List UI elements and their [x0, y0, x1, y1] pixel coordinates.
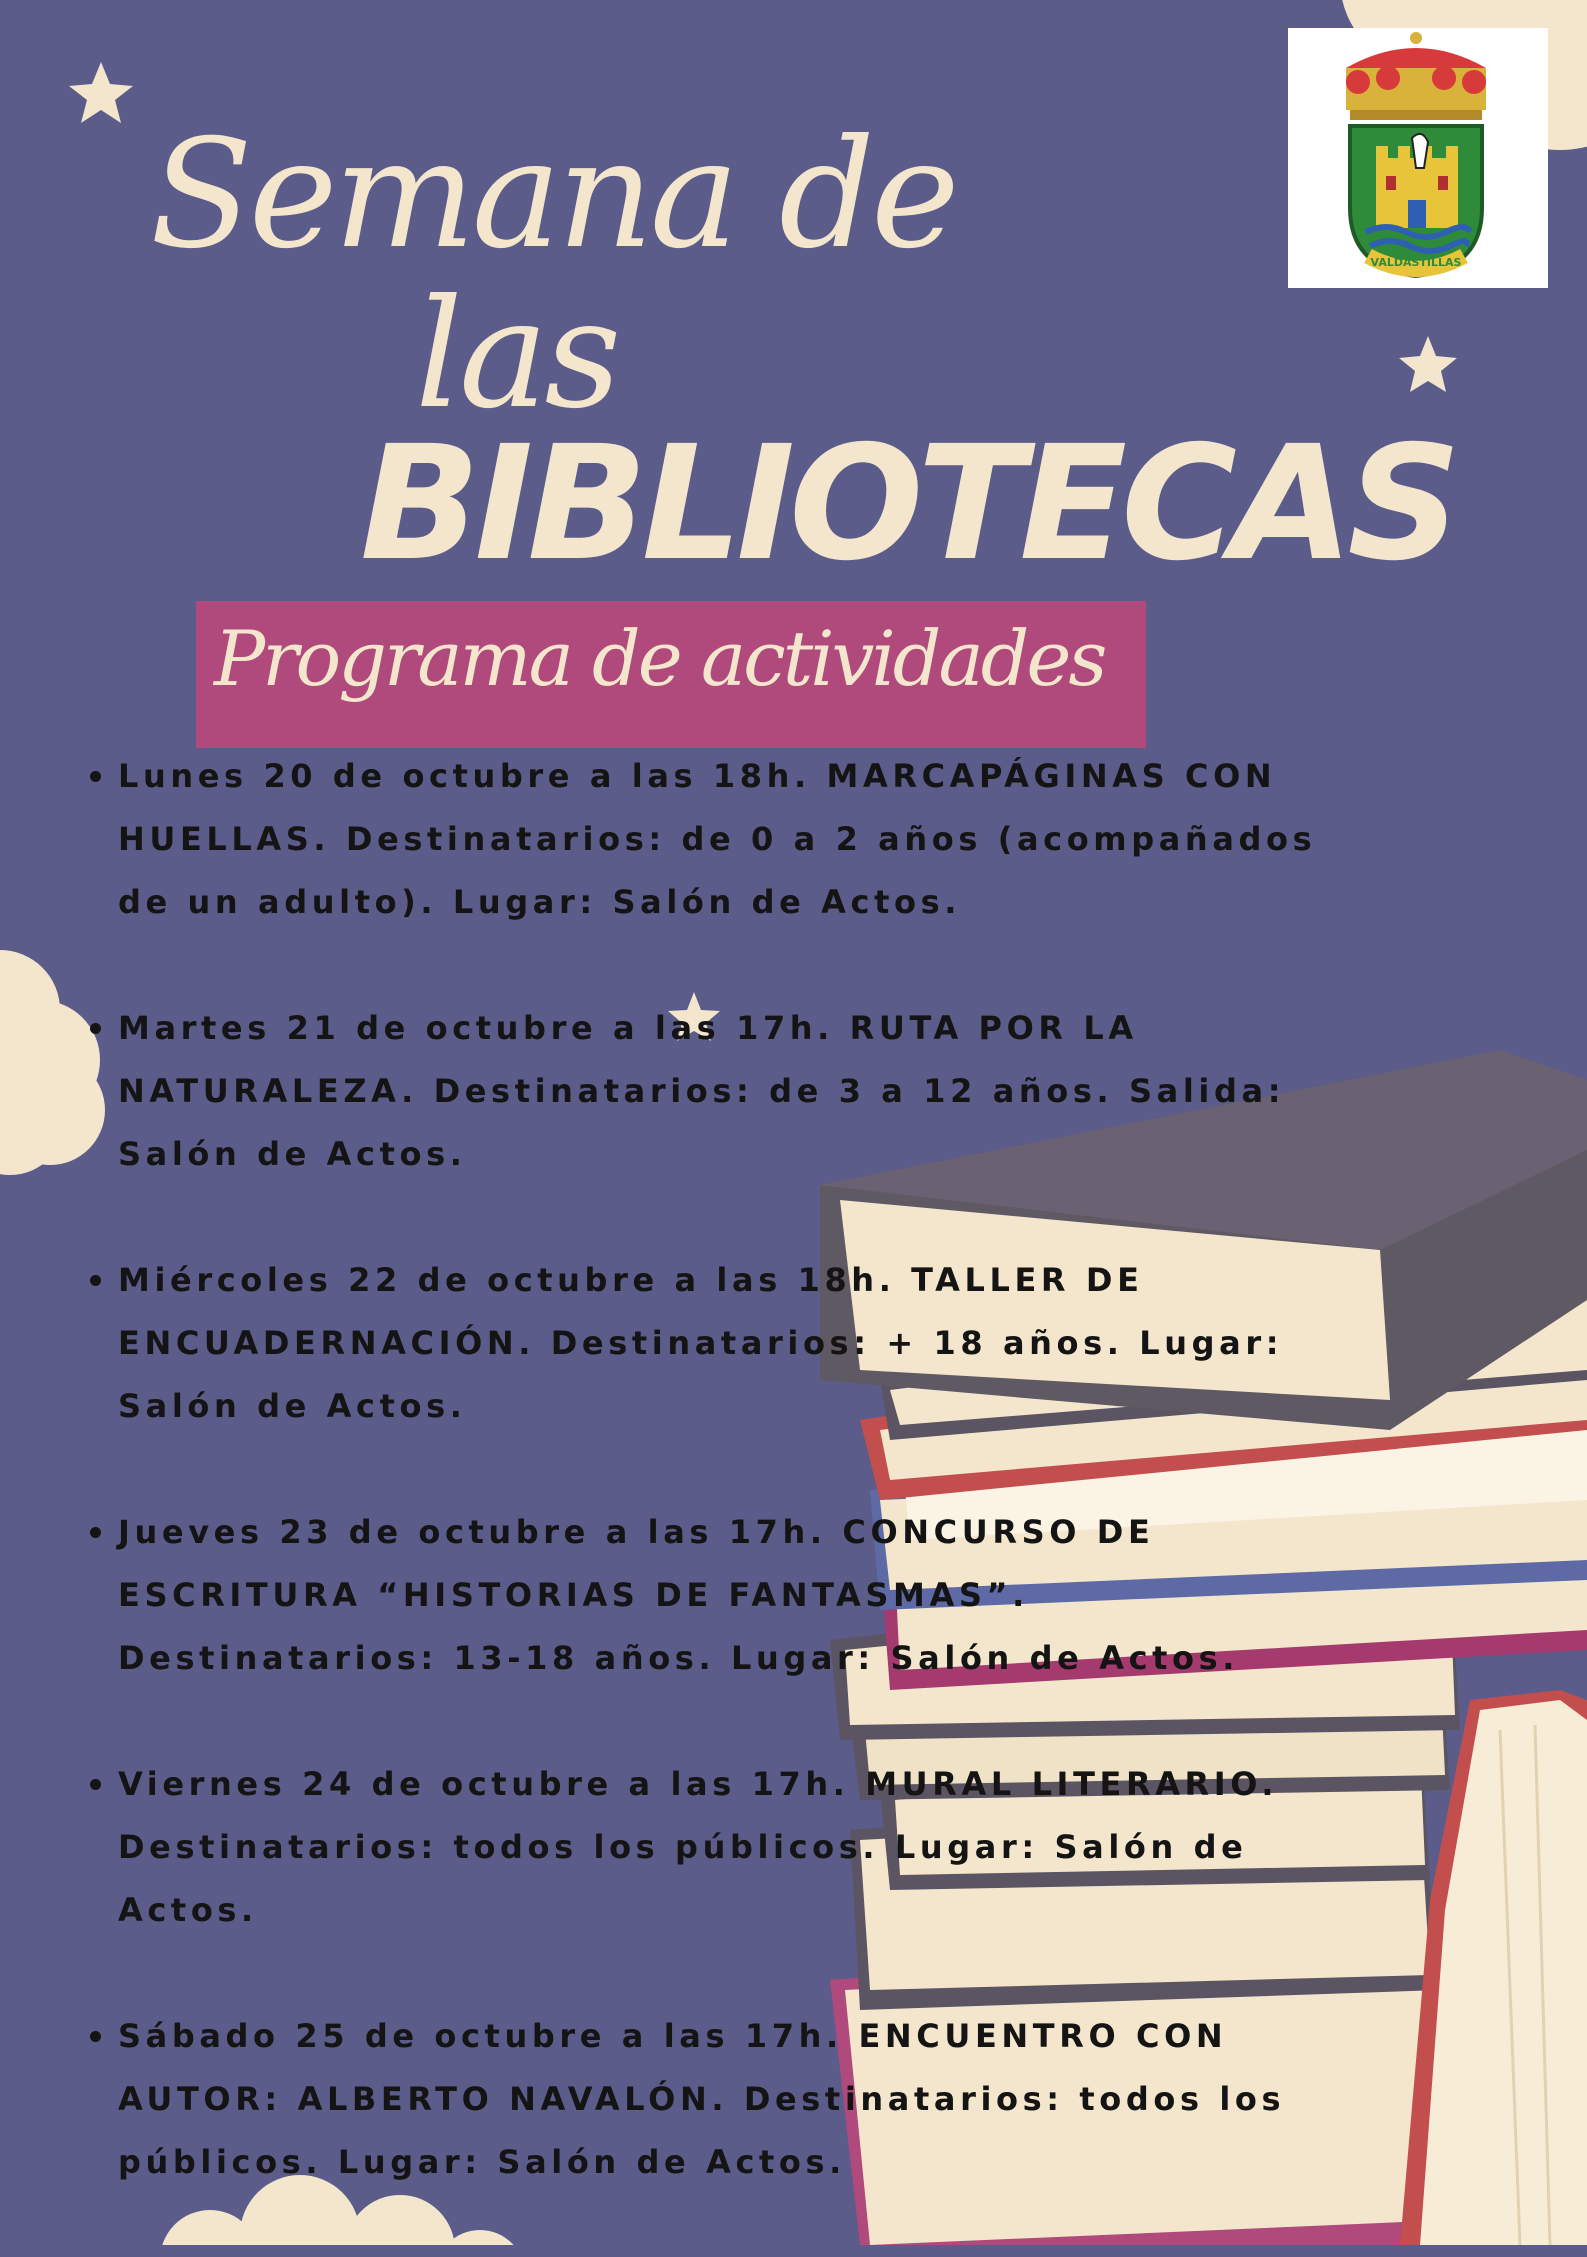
activity-wednesday [82, 1249, 1332, 1438]
logo-panel [1288, 28, 1548, 288]
bullet-icon [90, 1023, 101, 1034]
star-icon [1399, 336, 1457, 392]
activity-text: Sábado 25 de octubre a las 17h. ENCUENTRO CON AUTOR: ALBERTO NAVALÓN. Destinatarios: todos los públicos. Lugar: Salón de Actos. [118, 2017, 1286, 2181]
star-icon [69, 62, 133, 123]
logo-label: VALDASTILLAS [1370, 256, 1462, 269]
subtitle-banner [196, 601, 1146, 748]
activity-list [82, 745, 1332, 2257]
activity-text: Martes 21 de octubre a las 17h. RUTA POR LA NATURALEZA. Destinatarios: de 3 a 12 años. Salida: Salón de Actos. [118, 1009, 1286, 1173]
bullet-icon [90, 771, 101, 782]
activity-text: Jueves 23 de octubre a las 17h. CONCURSO DE ESCRITURA “HISTORIAS DE FANTASMAS”. Destinatarios: 13-18 años. Lugar: Salón de Actos. [118, 1513, 1240, 1677]
activity-text: Miércoles 22 de octubre a las 18h. TALLER DE ENCUADERNACIÓN. Destinatarios: + 18 años. Lugar: Salón de Actos. [118, 1261, 1284, 1425]
bullet-icon [90, 1527, 101, 1538]
activity-text: Lunes 20 de octubre a las 18h. MARCAPÁGINAS CON HUELLAS. Destinatarios: de 0 a 2 años (acompañados de un adulto). Lugar: Salón de Actos. [118, 757, 1317, 921]
activity-saturday [82, 2005, 1332, 2194]
bullet-icon [90, 2031, 101, 2042]
activity-tuesday [82, 997, 1332, 1186]
activity-friday [82, 1753, 1332, 1942]
title-main: BIBLIOTECAS [360, 412, 1456, 596]
activity-monday [82, 745, 1332, 934]
bullet-icon [90, 1275, 101, 1286]
title-line-1: Semana de [150, 108, 956, 282]
title-line-2: las [415, 268, 618, 442]
bullet-icon [90, 1779, 101, 1790]
subtitle: Programa de actividades [214, 614, 1105, 703]
activity-thursday [82, 1501, 1332, 1690]
coat-of-arms-icon [1288, 28, 1548, 288]
activity-text: Viernes 24 de octubre a las 17h. MURAL LITERARIO. Destinatarios: todos los públicos. Lugar: Salón de Actos. [118, 1765, 1279, 1929]
